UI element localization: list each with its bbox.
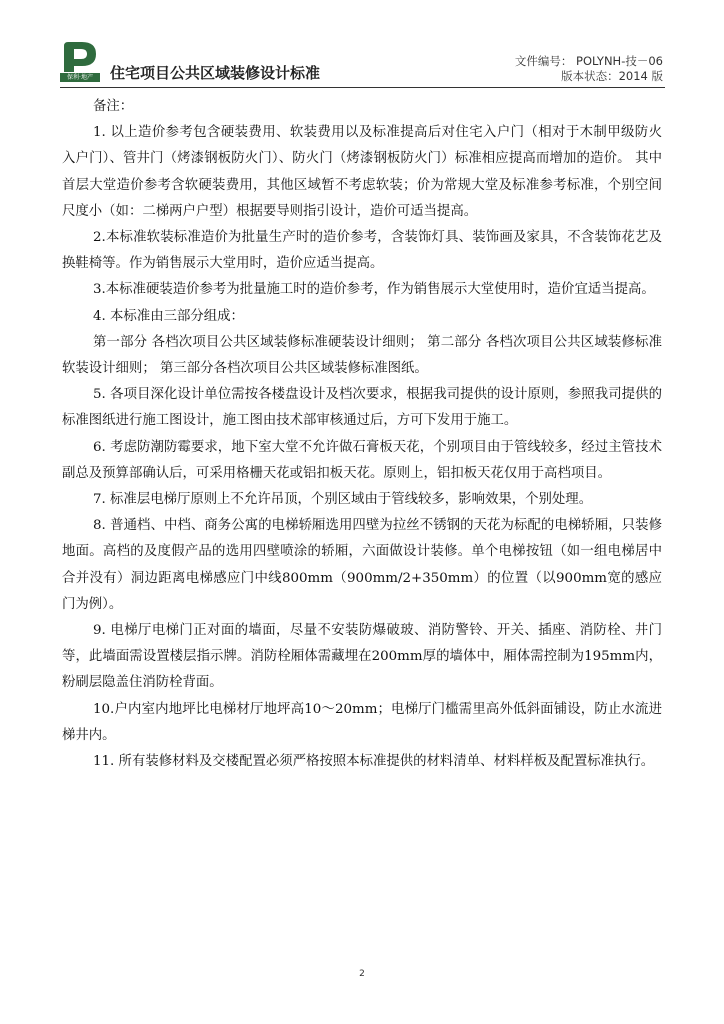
version-status: 版本状态：2014 版	[561, 69, 663, 83]
paragraph: 7. 标准层电梯厅原则上不允许吊顶，个别区域由于管线较多，影响效果，个别处理。	[93, 492, 593, 508]
paragraph: 5. 各项目深化设计单位需按各楼盘设计及档次要求，根据我司提供的设计原则，参照我司提供的标准图纸进行施工图设计，施工图由技术部审核通过后，方可下发用于施工。	[62, 387, 662, 429]
paragraph: 9. 电梯厅电梯门正对面的墙面，尽量不安装防爆破玻、消防警铃、开关、插座、消防栓、井门等，此墙面需设置楼层指示牌。消防栓厢体需藏埋在200mm厚的墙体中，厢体需控制为195mm内，粉刷层隐盖住消防栓背面。	[62, 623, 662, 691]
paragraph: 10.户内室内地坪比电梯材厅地坪高10～20mm；电梯厅门槛需里高外低斜面铺设，防止水流进梯井内。	[62, 701, 662, 743]
paragraph: 3.本标准硬装造价参考为批量施工时的造价参考，作为销售展示大堂使用时，造价宜适当提高。	[93, 282, 655, 298]
paragraph: 第一部分 各档次项目公共区域装修标准硬装设计细则； 第二部分 各档次项目公共区域装修标准软装设计细则； 第三部分各档次项目公共区域装修标准图纸。	[62, 334, 662, 377]
paragraph: 6. 考虑防潮防霉要求，地下室大堂不允许做石膏板天花，个别项目由于管线较多，经过主管技术副总及预算部确认后，可采用格栅天花或铝扣板天花。原则上，铝扣板天花仅用于高档项目。	[62, 439, 662, 481]
paragraph: 1. 以上造价参考包含硬装费用、软装费用以及标准提高后对住宅入户门（相对于木制甲级防火 入户门）、管井门（烤漆钢板防火门）、防火门（烤漆钢板防火门）标准相应提高而增加的造价。 其中首层大堂造价参考含软硬装费用，其他区域暂不考虑软装；价为常规大堂及标准参考标准，个别空间尺度小（如：二梯两户户型）根据要导则指引设计，造价可适当提高。	[62, 125, 662, 219]
document-number: 文件编号： POLYNH-技－06	[514, 54, 663, 68]
header-rule	[60, 87, 665, 88]
paragraph: 2.本标准软装标准造价为批量生产时的造价参考，含装饰灯具、装饰画及家具，不含装饰花艺及换鞋椅等。作为销售展示大堂用时，造价应适当提高。	[62, 230, 662, 272]
paragraph: 4. 本标准由三部分组成：	[93, 308, 244, 324]
paragraph: 8. 普通档、中档、商务公寓的电梯轿厢选用四壁为拉丝不锈钢的天花为标配的电梯轿厢，只装修地面。高档的及度假产品的选用四壁喷涂的轿厢，六面做设计装修。单个电梯按钮（如一组电梯居中合并没有）洞边距离电梯感应门中线800mm（900mm/2+350mm）的位置（以900mm宽的感应门为例）。	[62, 518, 662, 612]
company-logo	[60, 40, 100, 82]
document-meta	[515, 54, 663, 84]
document-body	[62, 94, 662, 775]
paragraph: 11. 所有装修材料及交楼配置必须严格按照本标准提供的材料清单、材料样板及配置标准执行。	[93, 754, 655, 770]
page-number: 2	[359, 969, 365, 979]
logo-text: 保利·地产	[67, 74, 93, 81]
page-header	[60, 40, 665, 88]
notes-heading: 备注：	[93, 99, 134, 114]
document-title: 住宅项目公共区域装修设计标准	[110, 64, 321, 82]
